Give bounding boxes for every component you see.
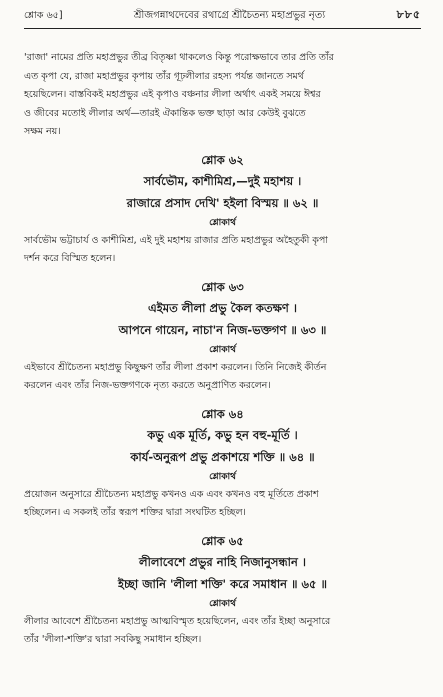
text-line: এইভাবে শ্রীচৈতন্য মহাপ্রভু কিছুক্ষণ তাঁর লীলা প্রকাশ করলেন। তিনি নিজেই কীর্তন <box>24 361 327 373</box>
verse-heading: শ্লোক ৬৫ <box>201 533 244 548</box>
text-line: তাঁর 'লীলা-শক্তি'র দ্বারা সবকিছু সমাধান হচ্ছিল। <box>24 634 202 645</box>
text-line: সক্ষম নয়। <box>24 126 61 137</box>
page-header <box>24 0 421 29</box>
translation-label: শ্লোকার্থ <box>209 217 236 228</box>
verse-62-translation <box>24 232 421 269</box>
verse-heading: শ্লোক ৬২ <box>201 152 244 167</box>
verse-line: লীলাবেশে প্রভুর নাহি নিজানুসন্ধান । <box>139 554 306 569</box>
verse-line: সার্বভৌম, কাশীমিশ্র,—দুই মহাশয় । <box>143 173 302 188</box>
verse-line: রাজারে প্রসাদ দেখি' হইলা বিস্ময় ॥ ৬২ ॥ <box>126 195 319 210</box>
verse-line: আপনে গায়েন, নাচা'ন নিজ-ভক্তগণ ॥ ৬৩ ॥ <box>118 322 327 337</box>
text-line: হয়েছিলেন। বাস্তবিকই মহাপ্রভুর এই কৃপাও বঞ্চনার লীলা অর্থাৎ একই সময়ে ঈশ্বর <box>24 89 321 100</box>
verse-65 <box>24 531 421 613</box>
text-line: 'রাজা' নামের প্রতি মহাপ্রভুর তীব্র বিতৃষ্ণা থাকলেও কিন্তু পরোক্ষভাবে তার প্রতি তাঁর <box>24 52 334 63</box>
page-number: ৮৮৫ <box>396 8 421 21</box>
intro-purport <box>24 49 421 142</box>
text-line: প্রয়োজন অনুসারে শ্রীচৈতন্য মহাপ্রভু কখনও এক এবং কখনও বহু মূর্তিতে প্রকাশ <box>24 488 319 500</box>
translation-label: শ্লোকার্থ <box>209 471 236 482</box>
verse-62 <box>24 150 421 232</box>
verse-63-translation <box>24 359 421 396</box>
text-line: এত কৃপা যে, রাজা মহাপ্রভুর কৃপায় তাঁর গূঢ়লীলার রহস্য পর্যন্ত জানতে সমর্থ <box>24 70 304 82</box>
verse-line: কভু এক মূর্তি, কভু হন বহু-মূর্তি । <box>147 427 298 442</box>
header-verse-ref: শ্লোক ৬৫] <box>24 10 63 21</box>
verse-heading: শ্লোক ৬৪ <box>201 406 244 421</box>
text-line: লীলার আবেশে শ্রীচৈতন্য মহাপ্রভু আত্মবিস্মৃত হয়েছিলেন, এবং তাঁর ইচ্ছা অনুসারে <box>24 615 331 627</box>
verse-line: কার্য-অনুরূপ প্রভু প্রকাশয়ে শক্তি ॥ ৬৪ ॥ <box>130 449 315 464</box>
verse-line: ইচ্ছা জানি 'লীলা শক্তি' করে সমাধান ॥ ৬৫ ॥ <box>118 576 327 591</box>
verse-64-translation <box>24 486 421 523</box>
text-line: হচ্ছিলেন। এ সকলই তাঁর স্বরূপ শক্তির দ্বারা সংঘটিত হচ্ছিল। <box>24 507 246 518</box>
verse-heading: শ্লোক ৬৩ <box>201 279 244 294</box>
text-line: সার্বভৌম ভট্টাচার্য ও কাশীমিশ্র, এই দুই মহাশয় রাজার প্রতি মহাপ্রভুর অহৈতুকী কৃপা <box>24 234 328 246</box>
text-line: ও জীবের মতোই লীলার অর্থ—তারই ঐকান্তিক ভক্ত ছাড়া আর কেউই বুঝতে <box>24 107 306 119</box>
text-line: করলেন এবং তাঁর নিজ-ভক্তগণকে নৃত্য করতে অনুপ্রাণিত করলেন। <box>24 380 271 391</box>
verse-line: এইমত লীলা প্রভু কৈল কতক্ষণ । <box>147 300 297 315</box>
verse-63 <box>24 277 421 359</box>
text-line: দর্শন করে বিস্মিত হলেন। <box>24 253 116 264</box>
verse-65-translation <box>24 613 421 650</box>
verse-64 <box>24 404 421 486</box>
translation-label: শ্লোকার্থ <box>209 344 236 355</box>
header-chapter-title: শ্রীজগন্নাথদেবের রথাগ্রে শ্রীচৈতন্য মহাপ্রভুর নৃত্য <box>133 10 326 21</box>
translation-label: শ্লোকার্থ <box>209 598 236 609</box>
